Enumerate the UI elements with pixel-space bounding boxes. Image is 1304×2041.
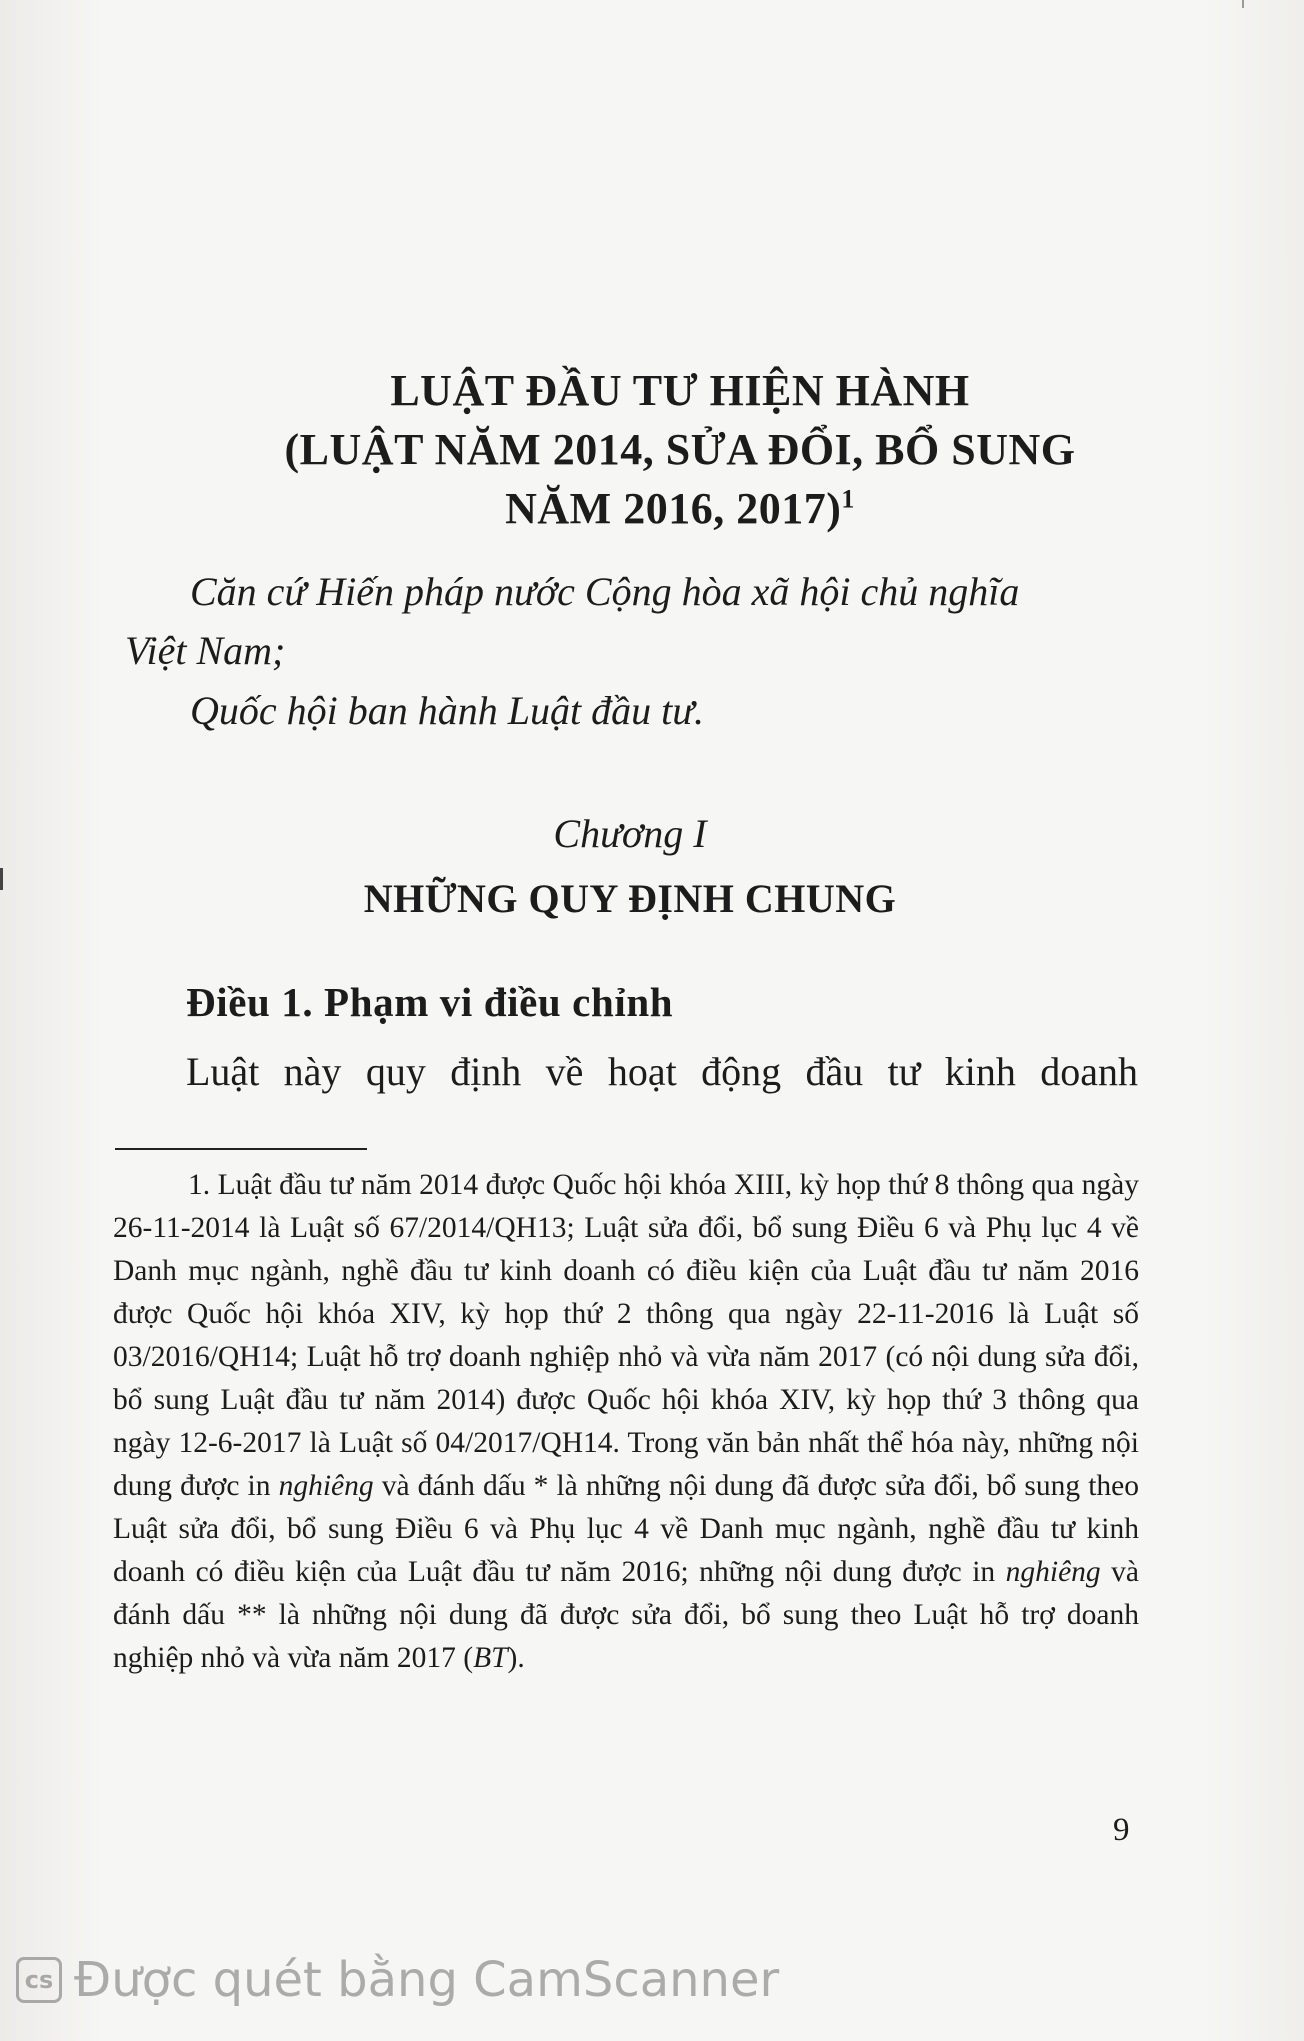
preamble-line-1: Căn cứ Hiến pháp nước Cộng hòa xã hội chủ nghĩa (190, 569, 1020, 614)
law-title-line-3-text: NĂM 2016, 2017) (505, 484, 842, 533)
camscanner-logo-icon: cs (16, 1957, 62, 2003)
footnote-part-4: ). (507, 1642, 525, 1674)
law-title-line-3 (180, 480, 1180, 538)
camscanner-watermark (16, 1950, 779, 2010)
footnote-part-3: và đánh dấu ** là những nội dung đã được sửa đổi, bổ sung theo Luật hỗ trợ doanh nghiệp nhỏ và vừa năm 2017 ( (113, 1556, 1140, 1674)
law-title-line-1: LUẬT ĐẦU TƯ HIỆN HÀNH (390, 366, 970, 415)
chapter-label: Chương I (553, 811, 707, 856)
footnote-italic-3: BT (473, 1642, 508, 1674)
chapter-title: NHỮNG QUY ĐỊNH CHUNG (363, 876, 897, 921)
preamble-line-2: Việt Nam; (125, 628, 286, 673)
article-title: Điều 1. Phạm vi điều chỉnh (186, 979, 674, 1025)
footnote-part-1: 1. Luật đầu tư năm 2014 được Quốc hội khóa XIII, kỳ họp thứ 8 thông qua ngày 26-11-2014 là Luật số 67/2014/QH13; Luật sửa đổi, bổ sung Điều 6 và Phụ lục 4 về Danh mục ngành, nghề đầu tư kinh doanh có điều kiện của Luật đầu tư năm 2016 được Quốc hội khóa XIV, kỳ họp thứ 2 thông qua ngày 22-11-2016 là Luật số 03/2016/QH14; Luật hỗ trợ doanh nghiệp nhỏ và vừa năm 2017 (có nội dung sửa đổi, bổ sung Luật đầu tư năm 2014) được Quốc hội khóa XIV, kỳ họp thứ 3 thông qua ngày 12-6-2017 là Luật số 04/2017/QH14. Trong văn bản nhất thể hóa này, những nội dung được in (113, 1169, 1139, 1502)
law-title-line-2: (LUẬT NĂM 2014, SỬA ĐỔI, BỔ SUNG (284, 425, 1076, 474)
page-number: 9 (1113, 1812, 1130, 1848)
footnote-divider (115, 1148, 367, 1150)
footnote-italic-1: nghiêng (278, 1470, 374, 1502)
footnote-part-2: và đánh dấu * là những nội dung đã được sửa đổi, bổ sung theo Luật sửa đổi, bổ sung Điều 6 và Phụ lục 4 về Danh mục ngành, nghề đầu tư kinh doanh có điều kiện của Luật đầu tư năm 2016; những nội dung được in (113, 1470, 1139, 1588)
scan-edge-mark (1242, 0, 1244, 8)
scan-edge-mark (0, 868, 3, 890)
footnote-italic-2: nghiêng (1005, 1556, 1101, 1588)
preamble-line-3: Quốc hội ban hành Luật đầu tư. (190, 688, 705, 733)
footnote (113, 1164, 1139, 1680)
footnote-text (113, 1164, 1139, 1680)
watermark-text: Được quét bằng CamScanner (74, 1952, 780, 2008)
article-text: Luật này quy định về hoạt động đầu tư kinh doanh (186, 1049, 1138, 1094)
footnote-reference: 1 (841, 484, 855, 514)
